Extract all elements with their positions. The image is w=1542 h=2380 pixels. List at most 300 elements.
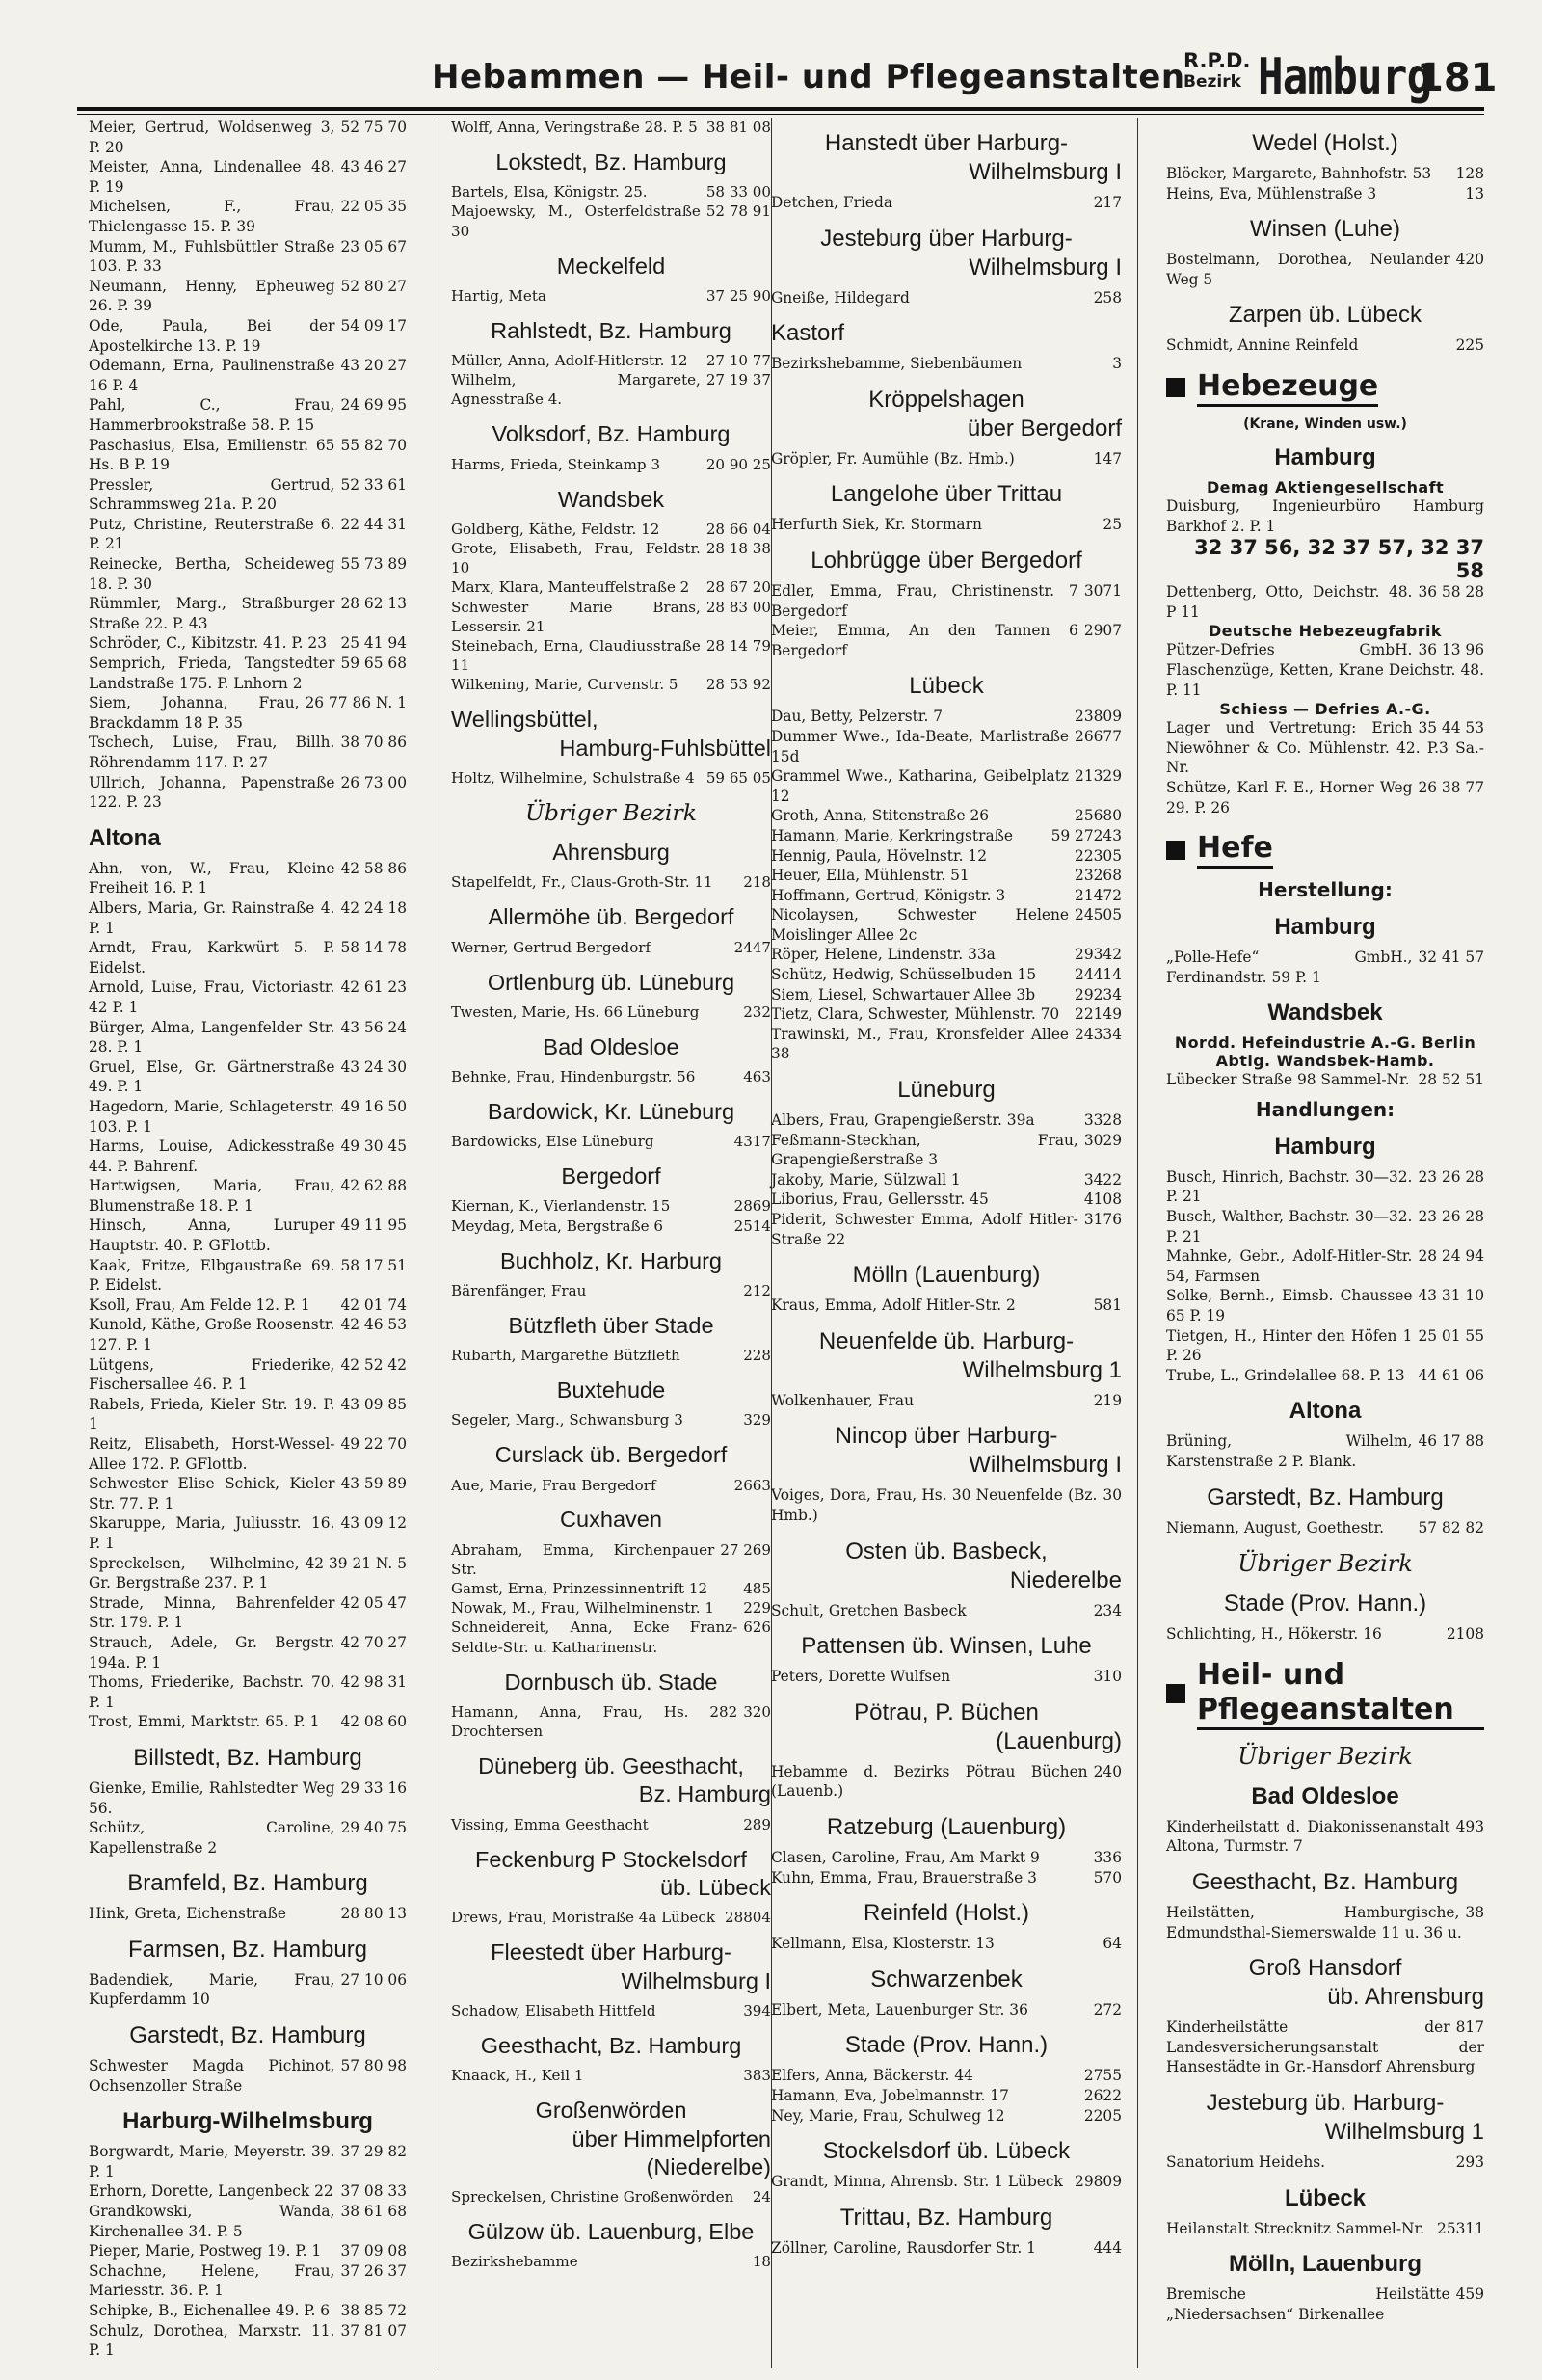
phone-number: 493 [1455,1817,1484,1835]
column-1 [89,118,407,2361]
phone-number: 42 52 42 [340,1355,407,1374]
entry-list [771,1296,1122,1316]
directory-entry [89,1296,407,1316]
place-heading: Ahrensburg [552,840,670,866]
entry-list [1166,948,1484,987]
section-note: (Krane, Winden usw.) [1243,415,1407,432]
place-heading [451,1939,771,1995]
entry-list [1166,1817,1484,1857]
entry-text: Meydag, Meta, Bergstraße 6 [451,1217,663,1235]
directory-entry [771,1296,1122,1316]
directory-entry [451,938,771,957]
directory-entry [89,356,407,395]
entry-list [1166,1431,1484,1471]
directory-entry [771,1170,1122,1190]
entry-text: Bostelmann, Dorothea, Neulander Weg 5 [1166,251,1450,288]
directory-entry [771,826,1122,846]
entry-text: Behnke, Frau, Hindenburgstr. 56 [451,1068,696,1085]
phone-number: 43 56 24 [340,1018,407,1036]
directory-entry [451,577,771,597]
place-heading-sub: Wilhelmsburg 1 [962,1356,1122,1383]
phone-number: 25 41 94 [340,634,407,653]
entry-list [451,1132,771,1151]
directory-entry [771,621,1122,660]
entry-text: Kuhn, Emma, Frau, Brauerstraße 3 [771,1868,1037,1886]
phone-number: 21329 [1075,767,1122,786]
page-header [77,48,1498,108]
place-heading-sub: Wilhelmsburg I [621,1967,771,1993]
phone-number: 22305 [1075,846,1122,865]
phone-number: 581 [1093,1297,1122,1315]
phone-number: 42 05 47 [340,1593,407,1612]
directory-entry [451,1908,771,1927]
phone-number: 29234 [1075,985,1122,1003]
directory-entry [1166,1286,1484,1325]
entry-text: Arnold, Luise, Frau, Victoriastr. 42 P. 1 [89,978,335,1016]
directory-entry [1166,640,1484,700]
place-heading: Lübeck [1284,2184,1367,2211]
place-heading-sub: üb. Ahrensburg [1327,1984,1484,2011]
firm-name: Nordd. Hefeindustrie A.-G. Berlin Abtlg. Wandsbek-Hamb. [1174,1033,1476,1071]
directory-entry [89,237,407,277]
section-title: Heil- und Pflegeanstalten [1197,1658,1484,1730]
firm-name: Schiess — Defries A.-G. [1219,700,1431,719]
phone-number: 13 [1465,184,1484,202]
place-heading: Garstedt, Bz. Hamburg [1207,1484,1444,1511]
directory-entry [89,515,407,554]
entry-text: Heilstätten, Hamburgische, Edmundsthal-Siemerswalde 11 u. 36 u. [1166,1903,1462,1941]
entry-text: Nicolaysen, Schwester Helene Moislinger Allee 2c [771,906,1070,944]
directory-entry [771,886,1122,906]
entry-list [451,286,771,306]
entry-text: Hamann, Marie, Kerkringstraße [771,826,1014,844]
entry-text: Reitz, Elisabeth, Horst-Wessel-Allee 172. P. GFlottb. [89,1435,335,1473]
column-4 [1166,118,1484,2324]
entry-list [89,1970,407,2010]
entry-text: Bezirkshebamme [451,2253,578,2271]
directory-entry [771,1762,1122,1802]
phone-number: 49 22 70 [340,1435,407,1453]
phone-number: 27 19 37 [705,371,771,389]
section-header [1166,831,1484,869]
directory-entry [771,581,1122,621]
directory-entry [451,539,771,577]
directory-entry [771,1025,1122,1064]
place-heading: Bad Oldesloe [1251,1782,1399,1809]
phone-number: 43 59 89 [340,1475,407,1493]
phone-number: 3328 [1083,1111,1122,1130]
directory-entry [771,2000,1122,2020]
entry-text: Gruel, Else, Gr. Gärtnerstraße 49. P. 1 [89,1057,335,1096]
entry-text: Badendiek, Marie, Frau, Kupferdamm 10 [89,1970,335,2009]
phone-number: 46 17 88 [1418,1432,1484,1451]
directory-entry [89,1176,407,1216]
entry-list [771,1762,1122,1802]
entry-text: Elbert, Meta, Lauenburger Str. 36 [771,2000,1028,2019]
entry-text: Marx, Klara, Manteuffelstraße 2 [451,578,690,597]
directory-entry [89,316,407,356]
entry-text: Busch, Hinrich, Bachstr. 30—32. P. 21 [1166,1167,1413,1206]
directory-entry [771,354,1122,374]
directory-entry [451,118,771,137]
phone-number: 42 70 27 [340,1633,407,1651]
directory-entry [771,193,1122,213]
directory-entry [771,1934,1122,1954]
phone-number: 28 67 20 [705,578,771,597]
phone-number: 28 14 79 [705,636,771,655]
directory-entry [451,1067,771,1086]
entry-text: Twesten, Marie, Hs. 66 Lüneburg [451,1003,700,1021]
place-heading: Bützfleth über Stade [508,1312,714,1338]
place-heading: Geesthacht, Bz. Hamburg [480,2032,742,2058]
phone-number: 2869 [733,1197,771,1216]
entry-text: Wolkenhauer, Frau [771,1391,914,1409]
directory-entry [451,1618,771,1656]
entry-text: Kunold, Käthe, Große Roosenstr. 127. P. 1 [89,1316,335,1354]
phone-number: 217 [1093,194,1122,211]
directory-entry [89,475,407,515]
section-subheading: Übriger Bezirk [1237,1742,1413,1770]
place-heading: Mölln (Lauenburg) [852,1262,1041,1289]
entry-text: Goldberg, Käthe, Feldstr. 12 [451,520,660,538]
phone-number: 57 82 82 [1418,1518,1484,1537]
entry-list [771,2238,1122,2259]
directory-entry [89,1672,407,1712]
directory-entry [89,277,407,316]
place-heading-sub: Hamburg-Fuhlsbüttel [559,735,771,761]
directory-entry [771,1848,1122,1868]
directory-entry [771,727,1122,766]
entry-list [1166,250,1484,289]
directory-entry [89,859,407,898]
phone-number: 52 33 61 [340,475,407,494]
phone-number: 55 73 89 [340,555,407,574]
directory-entry [89,1395,407,1434]
directory-entry [771,2066,1122,2086]
directory-entry [1166,1167,1484,1207]
place-heading-main: Jesteburg über Harburg- [820,225,1073,252]
entry-list [1166,335,1484,356]
directory-entry [451,2252,771,2271]
phone-number: 2447 [733,938,771,956]
entry-list [451,872,771,892]
directory-entry [1166,948,1484,987]
entry-text: Werner, Gertrud Bergedorf [451,938,651,956]
phone-number: 25680 [1075,807,1122,825]
entry-text: Schulz, Dorothea, Marxstr. 11. P. 1 [89,2321,335,2360]
entry-text: Heins, Eva, Mühlenstraße 3 [1166,184,1377,202]
entry-text: Harms, Louise, Adickesstraße 44. P. Bahrenf. [89,1137,335,1175]
section-subheading: Übriger Bezirk [525,798,697,826]
directory-entry [1166,1518,1484,1538]
phone-number: 38 81 08 [705,119,771,136]
entry-list [1166,2018,1484,2077]
directory-entry [451,182,771,201]
directory-entry [1166,2153,1484,2173]
phone-number: 24 69 95 [340,396,407,414]
directory-entry [451,675,771,694]
entry-text: Solke, Bernh., Eimsb. Chaussee 65 P. 19 [1166,1287,1413,1325]
directory-entry [1166,1326,1484,1366]
entry-text: Grandkowski, Wanda, Kirchenallee 34. P. 5 [89,2203,335,2240]
entry-text: Strade, Minna, Bahrenfelder Str. 179. P. 1 [89,1593,335,1632]
entry-text: Wolff, Anna, Veringstraße 28. P. 5 [451,119,698,136]
entry-text: Sanatorium Heidehs. [1166,2153,1326,2171]
city-name: Hamburg [1258,48,1432,106]
entry-list [771,1934,1122,1954]
directory-entry [89,733,407,772]
entry-text: Pieper, Marie, Postweg 19. P. 1 [89,2242,322,2260]
entry-list [1166,582,1484,622]
entry-text: Meier, Gertrud, Woldsenweg 3, P. 20 [89,119,335,156]
directory-entry [89,197,407,236]
place-heading: Buxtehude [556,1377,666,1403]
entry-text: Schütz, Hedwig, Schüsselbuden 15 [771,966,1037,984]
entry-text: Hamann, Anna, Frau, Hs. 282 Drochtersen [451,1702,738,1741]
directory-entry [771,1131,1122,1170]
place-heading: Billstedt, Bz. Hamburg [133,1744,362,1771]
directory-entry [1166,1070,1484,1090]
entry-text: Schwester Magda Pichinot, Ochsenzoller Straße [89,2057,335,2095]
directory-entry [1166,496,1484,536]
phone-number: 25 [1103,516,1122,534]
phone-number: 29 40 75 [340,1819,407,1837]
directory-entry [1166,1246,1484,1286]
directory-entry [451,1410,771,1430]
directory-entry [1166,184,1484,204]
phone-number: 37 26 37 [340,2261,407,2280]
directory-entry [451,286,771,306]
entry-list [451,1815,771,1834]
directory-entry [1166,1624,1484,1645]
phone-number: 320 [743,1702,771,1721]
directory-entry [771,2086,1122,2106]
entry-text: Gneiße, Hildegard [771,288,910,307]
directory-entry [771,905,1122,945]
directory-entry [1166,778,1484,817]
directory-entry [451,1132,771,1151]
entry-text: Ode, Paula, Bei der Apostelkirche 13. P. 19 [89,316,335,355]
place-heading-main: Nincop über Harburg- [835,1423,1058,1450]
entry-list [89,118,407,813]
entry-list [1166,496,1484,536]
phone-number: 58 17 51 [340,1256,407,1274]
phone-number: 23 26 28 [1418,1208,1484,1226]
directory-entry [1166,2018,1484,2077]
directory-entry [89,2321,407,2361]
entry-text: Blöcker, Margarete, Bahnhofstr. 53 [1166,165,1432,182]
phone-number: 29342 [1075,946,1122,964]
directory-entry [89,2261,407,2301]
entry-text: Schult, Gretchen Basbeck [771,1601,967,1619]
entry-text: Heilanstalt Strecknitz Sammel-Nr. [1166,2219,1425,2237]
directory-entry [89,1513,407,1553]
directory-entry [89,898,407,938]
entry-text: Wilkening, Marie, Curvenstr. 5 [451,676,678,694]
place-heading-main: Feckenburg P Stockelsdorf [475,1846,747,1872]
place-heading: Trittau, Bz. Hamburg [839,2204,1053,2231]
phone-number: 42 39 21 N. 5 [305,1554,407,1572]
entry-text: Feßmann-Steckhan, Frau, Grapengießerstraße 3 [771,1131,1078,1169]
place-heading: Zarpen üb. Lübeck [1228,302,1422,329]
place-heading: Bramfeld, Bz. Hamburg [127,1870,368,1897]
place-heading-main: Jesteburg üb. Harburg- [1206,2089,1445,2116]
entry-text: Harms, Frieda, Steinkamp 3 [451,455,660,473]
directory-entry [89,1256,407,1296]
directory-entry [451,1598,771,1618]
phone-number: 32 41 57 [1418,949,1484,967]
entry-text: Majoewsky, M., Osterfeldstraße 30 [451,202,701,240]
entry-text: Trube, L., Grindelallee 68. P. 13 [1166,1366,1405,1384]
place-heading: Langelohe über Trittau [830,481,1063,508]
phone-number: 212 [743,1281,771,1299]
place-heading: Wedel (Holst.) [1252,130,1398,156]
place-heading: Stade (Prov. Hann.) [1223,1591,1427,1618]
place-heading-sub: Wilhelmsburg I [969,1452,1122,1479]
place-heading: Lokstedt, Bz. Hamburg [495,148,727,174]
directory-entry [1166,582,1484,622]
directory-entry [89,1970,407,2010]
entry-text: Schmidt, Annine Reinfeld [1166,336,1359,355]
place-heading-main: Neuenfelde üb. Harburg- [818,1327,1075,1354]
entry-text: Hagedorn, Marie, Schlageterstr. 103. P. 1 [89,1097,335,1136]
entry-text: Schipke, B., Eichenallee 49. P. 6 [89,2302,331,2319]
entry-list [451,768,771,788]
entry-text: Mahnke, Gebr., Adolf-Hitler-Str. 54, Farmsen [1166,1247,1413,1285]
entry-text: Drews, Frau, Moristraße 4a Lübeck [451,1909,715,1927]
place-heading: Volksdorf, Bz. Hamburg [492,421,731,447]
directory-entry [1166,718,1484,778]
entry-text: Schwester Marie Brans, Lessersir. 21 [451,598,701,635]
phone-number: 3176 [1083,1211,1122,1228]
entry-text: Kinderheilstätte der Landesversicherungsanstalt der Hansestädte in Gr.-Hansdorf Ahrensburg [1166,2019,1484,2076]
phone-number: 3071 [1083,581,1122,600]
place-heading: Bardowick, Kr. Lüneburg [487,1098,735,1124]
entry-text: Erhorn, Dorette, Langenbeck 22 [89,2182,333,2201]
section-header [1166,1658,1484,1730]
entry-text: Duisburg, Ingenieurbüro Hamburg Barkhof 2. P. 1 [1166,496,1484,535]
entry-text: Trawinski, M., Frau, Kronsfelder Allee 38 [771,1025,1070,1063]
directory-entry [89,1474,407,1513]
directory-entry [451,2066,771,2085]
directory-entry [451,636,771,675]
phone-number: 43 24 30 [340,1057,407,1076]
place-heading: Geesthacht, Bz. Hamburg [1191,1868,1459,1895]
directory-entry [771,1110,1122,1131]
phone-number: 28 62 13 [340,595,407,613]
entry-list [451,1410,771,1430]
directory-entry [771,965,1122,985]
place-heading [771,386,1122,443]
phone-number: 43 09 85 [340,1395,407,1413]
directory-entry [89,654,407,693]
entry-text: Semprich, Frieda, Tangstedter Landstraße 175. P. Lnhorn 2 [89,655,335,692]
phone-number: 23 26 28 [1418,1167,1484,1186]
phone-number: 28 24 94 [1418,1247,1484,1266]
entry-list [451,455,771,474]
entry-list [771,288,1122,308]
directory-entry [771,1868,1122,1888]
phone-number: 4108 [1083,1190,1122,1209]
phone-number: 37 25 90 [705,286,771,305]
entry-text: Albers, Maria, Gr. Rainstraße 4. P. 1 [89,898,335,937]
directory-entry [89,2301,407,2321]
phone-number: 37 81 07 [340,2321,407,2340]
phone-number: 459 [1455,2286,1484,2304]
entry-list [771,1848,1122,1887]
phone-number: 42 24 18 [340,898,407,917]
directory-entry [89,436,407,475]
entry-text: Steinebach, Erna, Claudiusstraße 11 [451,636,701,675]
directory-entry [89,1778,407,1818]
place-heading: Lübeck [909,673,984,700]
phone-number: 22 05 35 [340,198,407,216]
place-heading: Lohbrügge über Bergedorf [811,547,1082,574]
entry-text: Herfurth Siek, Kr. Stormarn [771,516,982,534]
section-title: Hebezeuge [1197,369,1378,407]
phone-number: 52 75 70 [340,119,407,136]
entry-text: Jakoby, Marie, Sülzwall 1 [771,1170,961,1189]
directory-entry [89,1434,407,1474]
phone-number: 2622 [1083,2086,1122,2104]
entry-text: Vissing, Emma Geesthacht [451,1815,649,1833]
directory-entry [771,515,1122,535]
phone-number: 3029 [1083,1131,1122,1149]
entry-list [1166,164,1484,203]
square-bullet-icon [1166,841,1185,860]
directory-entry [771,2172,1122,2192]
directory-entry [1166,335,1484,356]
phone-number: 55 82 70 [340,436,407,454]
phone-number: 22149 [1075,1005,1122,1024]
phone-number: 43 09 12 [340,1514,407,1533]
phone-number: 37 08 33 [340,2182,407,2201]
phone-number: 2108 [1446,1625,1484,1644]
entry-list [451,1476,771,1495]
phone-number: 59 27243 [1050,826,1122,844]
directory-entry [451,2001,771,2020]
phone-number: 24 [752,2188,771,2206]
place-heading-sub: über Himmelpforten [572,2126,771,2152]
directory-entry [771,1391,1122,1411]
entry-text: Hebamme d. Bezirks Pötrau Büchen (Lauenb.) [771,1762,1088,1801]
directory-entry [771,449,1122,469]
entry-list [451,1196,771,1235]
phone-number: 2514 [733,1217,771,1235]
entry-text: Rümmler, Marg., Straßburger Straße 22. P. 43 [89,595,335,632]
place-heading: Wandsbek [1267,1000,1383,1027]
phone-number: 43 31 10 [1418,1287,1484,1305]
directory-entry [89,594,407,633]
entry-text: Hennig, Paula, Hövelnstr. 12 [771,846,987,865]
place-heading: Hamburg [1274,443,1376,470]
place-heading-sub: über Bergedorf [967,414,1122,441]
entry-list [771,707,1122,1064]
phone-number: 24414 [1075,966,1122,984]
entry-text: Schadow, Elisabeth Hittfeld [451,2001,656,2019]
place-heading: Dornbusch üb. Stade [504,1669,718,1695]
phone-number: 289 [743,1815,771,1833]
directory-entry [451,351,771,370]
directory-entry [1166,250,1484,289]
entry-list [89,2056,407,2096]
phone-number: 229 [743,1599,771,1618]
entry-list [451,1540,771,1657]
phone-number: 272 [1093,2000,1122,2019]
place-heading: Kastorf [771,320,845,347]
place-heading: Mölln, Lauenburg [1229,2251,1422,2278]
section-header [1166,369,1484,407]
